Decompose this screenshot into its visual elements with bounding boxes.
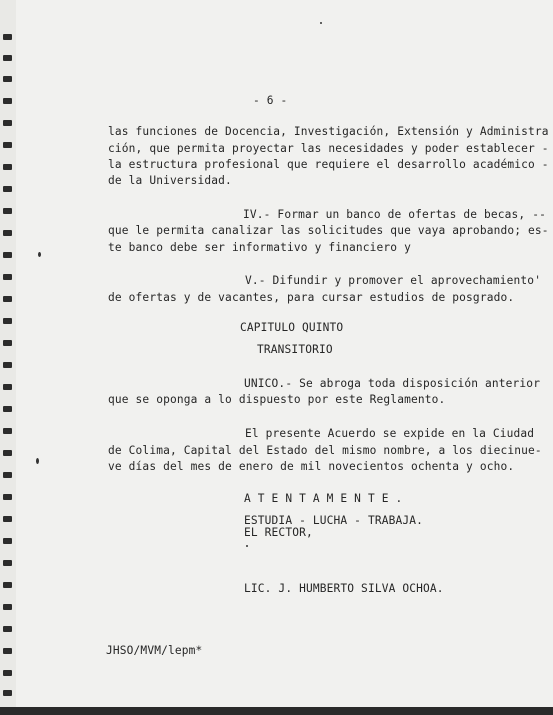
- binding-hole: [3, 230, 12, 236]
- speck: [246, 545, 248, 547]
- binding-hole: [3, 450, 12, 456]
- binding-hole: [3, 516, 12, 522]
- signer-name: LIC. J. HUMBERTO SILVA OCHOA.: [244, 582, 444, 595]
- binding-hole: [3, 538, 12, 544]
- signer-title: EL RECTOR,: [244, 526, 313, 539]
- speck: [320, 22, 322, 24]
- item-iv-line: que le permita canalizar las solicitudes que vaya aprobando; es-: [108, 224, 549, 237]
- closing-line: El presente Acuerdo se expide en la Ciudad: [245, 427, 535, 440]
- binding-hole: [3, 318, 12, 324]
- item-v-line: de ofertas y de vacantes, para cursar estudios de posgrado.: [108, 291, 515, 304]
- unico-line: que se oponga a lo dispuesto por este Reglamento.: [108, 393, 446, 406]
- binding-hole: [3, 648, 12, 654]
- binding-hole: [3, 274, 12, 280]
- paragraph-line: ción, que permita proyectar las necesidades y poder establecer -: [108, 142, 549, 155]
- speck: [36, 458, 39, 464]
- binding-hole: [3, 34, 12, 40]
- paragraph-line: de la Universidad.: [108, 174, 232, 187]
- binding-hole: [3, 560, 12, 566]
- binding-hole: [3, 296, 12, 302]
- item-iv-line: te banco debe ser informativo y financiero y: [108, 241, 411, 254]
- binding-hole: [3, 208, 12, 214]
- binding-hole: [3, 142, 12, 148]
- motto: ESTUDIA - LUCHA - TRABAJA.: [244, 514, 424, 527]
- binding-edge: [0, 0, 16, 715]
- binding-hole: [3, 186, 12, 192]
- paragraph-line: la estructura profesional que requiere el desarrollo académico -: [108, 158, 549, 171]
- binding-hole: [3, 690, 12, 696]
- binding-hole: [3, 340, 12, 346]
- scan-bottom-edge: [0, 707, 553, 715]
- binding-hole: [3, 626, 12, 632]
- speck: [38, 252, 41, 257]
- chapter-title: CAPITULO QUINTO: [240, 321, 344, 334]
- reference-initials: JHSO/MVM/lepm*: [106, 644, 203, 657]
- binding-hole: [3, 582, 12, 588]
- binding-hole: [3, 76, 12, 82]
- binding-hole: [3, 164, 12, 170]
- item-iv-line: IV.- Formar un banco de ofertas de becas, --: [243, 208, 546, 221]
- binding-hole: [3, 428, 12, 434]
- binding-hole: [3, 120, 12, 126]
- binding-hole: [3, 362, 12, 368]
- binding-hole: [3, 406, 12, 412]
- binding-hole: [3, 55, 12, 61]
- page-number: - 6 -: [253, 94, 288, 107]
- salutation: A T E N T A M E N T E .: [244, 492, 403, 505]
- unico-line: UNICO.- Se abroga toda disposición anterior: [244, 377, 541, 390]
- item-v-line: V.- Difundir y promover el aprovechamiento': [245, 274, 542, 287]
- binding-hole: [3, 98, 12, 104]
- binding-hole: [3, 252, 12, 258]
- binding-hole: [3, 670, 12, 676]
- paragraph-line: las funciones de Docencia, Investigación, Extensión y Administra: [108, 125, 549, 138]
- binding-hole: [3, 472, 12, 478]
- binding-hole: [3, 494, 12, 500]
- closing-line: de Colima, Capital del Estado del mismo nombre, a los diecinue-: [108, 444, 542, 457]
- chapter-subtitle: TRANSITORIO: [257, 343, 333, 356]
- closing-line: ve días del mes de enero de mil novecientos ochenta y ocho.: [108, 460, 515, 473]
- binding-hole: [3, 384, 12, 390]
- binding-hole: [3, 604, 12, 610]
